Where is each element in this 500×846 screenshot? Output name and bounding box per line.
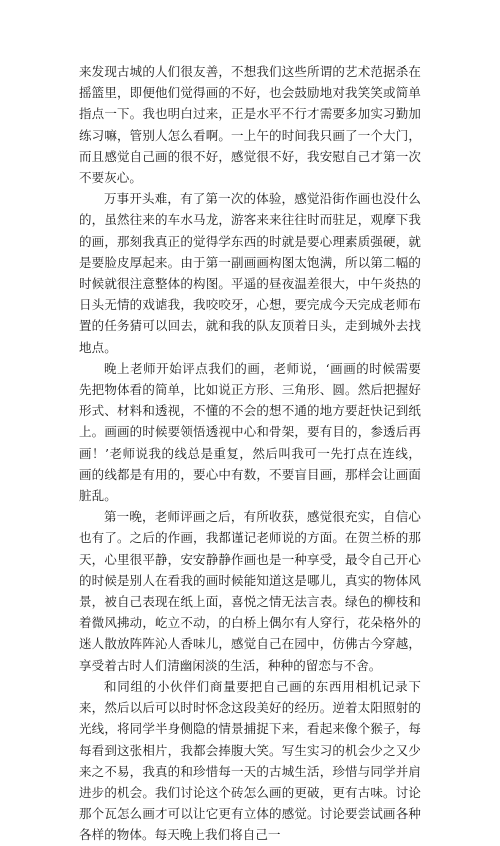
document-body — [79, 61, 421, 846]
paragraph-1: 来发现古城的人们很友善，不想我们这些所谓的艺术范据杀在摇篮里，即便他们觉得画的不好，也会鼓励地对我笑笑或简单指点一下。我也明白过来，正是水平不行才需要多加实习勤加练习嘛，管别人怎么看啊。一上午的时间我只画了一个大门，而且感觉自己画的很不好，感觉很不好，我安慰自己才第一次不要灰心。 — [79, 64, 421, 186]
paragraph-3: 晚上老师开始评点我们的画，老师说，‘画画的时候需要先把物体看的简单，比如说正方形、三角形、圆。然后把握好形式、材料和透视，不懂的不会的想不通的地方要赶快记到纸上。画画的时候要领悟透视中心和骨架，要有目的，参透后再画！’老师说我的线总是重复，然后叫我可一先打点在连线，画的线都是有用的，要心中有数，不要盲目画，那样会让画面脏乱。 — [79, 360, 421, 504]
paragraph-5: 和同组的小伙伴们商量要把自己画的东西用相机记录下来，然后以后可以时时怀念这段美好的经历。逆着太阳照射的光线，将同学半身侧隐的情景捕捉下来，看起来像个猴子，每每看到这张相片，我都会捧腹大笑。写生实习的机会少之又少来之不易，我真的和珍惜每一天的古城生活，珍惜与同学并肩进步的机会。我们讨论这个砖怎么画的更破，更有古味。讨论那个瓦怎么画才可以让它更有立体的感觉。讨论要尝试画各种各样的物体。每天晚上我们将自己一 — [79, 678, 421, 843]
paragraph-2: 万事开头难，有了第一次的体验，感觉沿街作画也没什么的，虽然往来的车水马龙，游客来来往往时而驻足，观摩下我的画，那刻我真正的觉得学东西的时就是要心理素质强硬，就是要脸皮厚起来。由于第一副画画构图太饱满，所以第二幅的时候就很注意整体的构图。平遥的昼夜温差很大，中午炎热的日头无情的戏谑我，我咬咬牙，心想，要完成今天完成老师布置的任务猜可以回去，就和我的队友顶着日头，走到城外去找地点。 — [79, 191, 421, 355]
paragraph-4: 第一晚，老师评画之后，有所收获，感觉很充实，自信心也有了。之后的作画，我都谨记老师说的方面。在贺兰桥的那天，心里很平静，安安静静作画也是一种享受，最令自己开心的时候是别人在看我的画时候能知道这是哪儿，真实的物体风景，被自己表现在纸上面，喜悦之情无法言表。绿色的柳枝和着微风拂动，屹立不动，的白桥上偶尔有人穿行，花朵格外的迷人散放阵阵沁人香味儿，感觉自己在园中，仿佛古今穿越，享受着古时人们清幽闲淡的生活，种种的留恋与不舍。 — [79, 509, 421, 673]
